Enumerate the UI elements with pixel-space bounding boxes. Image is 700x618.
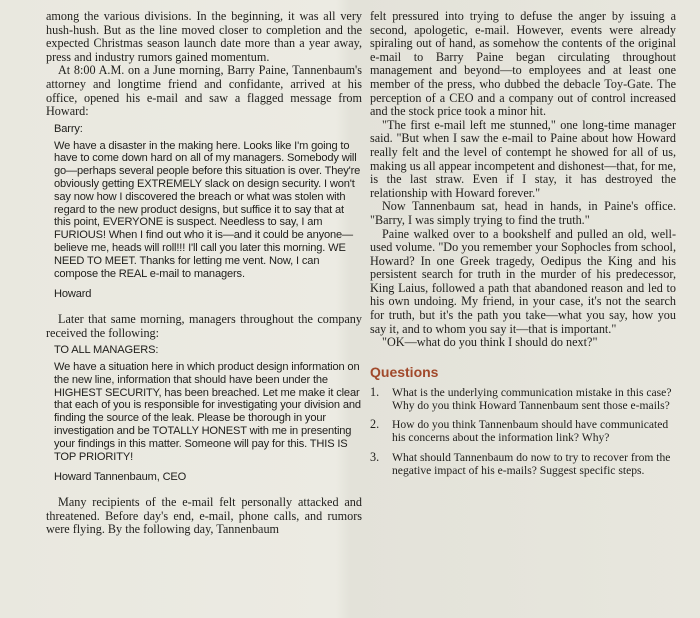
email-to-managers	[54, 344, 362, 484]
email-to-barry	[54, 123, 362, 301]
left-column	[46, 10, 362, 537]
left-paragraph-1: among the various divisions. In the beginning, it was all very hush-hush. But as the line moved closer to completion and the expected Christmas season launch date more than a year away, press and industry rumors gained momentum.	[46, 9, 362, 64]
right-paragraph-4: Paine walked over to a bookshelf and pulled an old, well-used volume. "Do you remember your Sophocles from school, Howard? In one Greek tragedy, Oedipus the King and his persistent search for truth in the murder of his predecessor, King Laius, followed a path that abandoned reason and led to his own undoing. My friend, in your case, it's not the search for truth, but it's the path you take—what you say, how you say it, and to whom you say it—that is important."	[370, 226, 676, 336]
email2-signature: Howard Tannenbaum, CEO	[54, 471, 187, 484]
right-paragraph-5: "OK—what do you think I should do next?"	[382, 335, 598, 350]
left-paragraph-2: At 8:00 A.M. on a June morning, Barry Paine, Tannenbaum's attorney and longtime friend and confidante, arrived at his office, opened his e-mail and saw a flagged message from Howard:	[46, 63, 362, 119]
left-paragraph-4: Many recipients of the e-mail felt personally attacked and threatened. Before day's end, e-mail, phone calls, and rumors were flying. By the following day, Tannenbaum	[46, 495, 362, 537]
question-number: 3.	[370, 449, 380, 464]
question-text: What is the underlying communication mistake in this case? Why do you think Howard Tannenbaum sent those e-mails?	[392, 385, 672, 413]
question-number: 2.	[370, 417, 380, 432]
right-column	[370, 10, 676, 483]
right-paragraph-2: "The first e-mail left me stunned," one long-time manager said. "But when I saw the e-mail to Paine about how Howard really felt and the level of contempt he showed for all of us, making us all appear incompetent and dishonest—that, for me, is the last straw. Even if I stay, it has destroyed the relationship with Howard forever."	[370, 117, 676, 200]
email1-signature: Howard	[54, 288, 92, 301]
question-text: How do you think Tannenbaum should have communicated his concerns about the information link? Why?	[392, 418, 669, 445]
questions-list	[370, 386, 676, 477]
question-item	[370, 451, 676, 477]
question-item	[370, 386, 676, 412]
questions-heading: Questions	[370, 363, 439, 380]
email1-greeting: Barry:	[54, 122, 83, 135]
email2-body: We have a situation here in which product design information on the new line, information that should have been under the HIGHEST SECURITY, has been breached. Let me make it clear that each of you is responsible for investigating your division and finding the source of the leak. Please be thorough in your investigation and be TOTALLY HONEST with me in presenting your findings in this matter. Someone will pay for this. THIS IS TOP PRIORITY!	[54, 361, 361, 463]
right-paragraph-3: Now Tannenbaum sat, head in hands, in Paine's office. "Barry, I was simply trying to find the truth."	[370, 199, 676, 227]
email1-body: We have a disaster in the making here. Looks like I'm going to have to come down hard on all of my managers. Somebody will go—perhaps several people before this situation is over. They're obviously getting EXTREMELY slack on design security. I won't say now how I discovered the breach or what was stolen with regard to the new product designs, but suffice it to say that at this point, EVERYONE is suspect. Needless to say, I am FURIOUS! When I find out who it is—and it could be anyone—believe me, heads will roll!!! I'll call you later this morning. WE NEED TO MEET. Thanks for letting me vent. Now, I can compose the REAL e-mail to managers.	[54, 139, 361, 280]
email2-greeting: TO ALL MANAGERS:	[54, 344, 159, 357]
question-text: What should Tannenbaum do now to try to recover from the negative impact of his e-mails? Suggest specific steps.	[392, 450, 671, 477]
left-paragraph-3: Later that same morning, managers throughout the company received the following:	[46, 312, 362, 340]
question-number: 1.	[370, 384, 380, 399]
question-item	[370, 418, 676, 444]
right-paragraph-1: felt pressured into trying to defuse the anger by issuing a second, apologetic, e-mail. However, events were already spiraling out of hand, as somehow the contents of the original e-mail to Barry Paine began circulating throughout management and beyond—to employees and at least one member of the press, who dubbed the debacle Toy-Gate. The perception of a CEO and a company out of control increased and the stock price took a minor hit.	[370, 9, 676, 119]
